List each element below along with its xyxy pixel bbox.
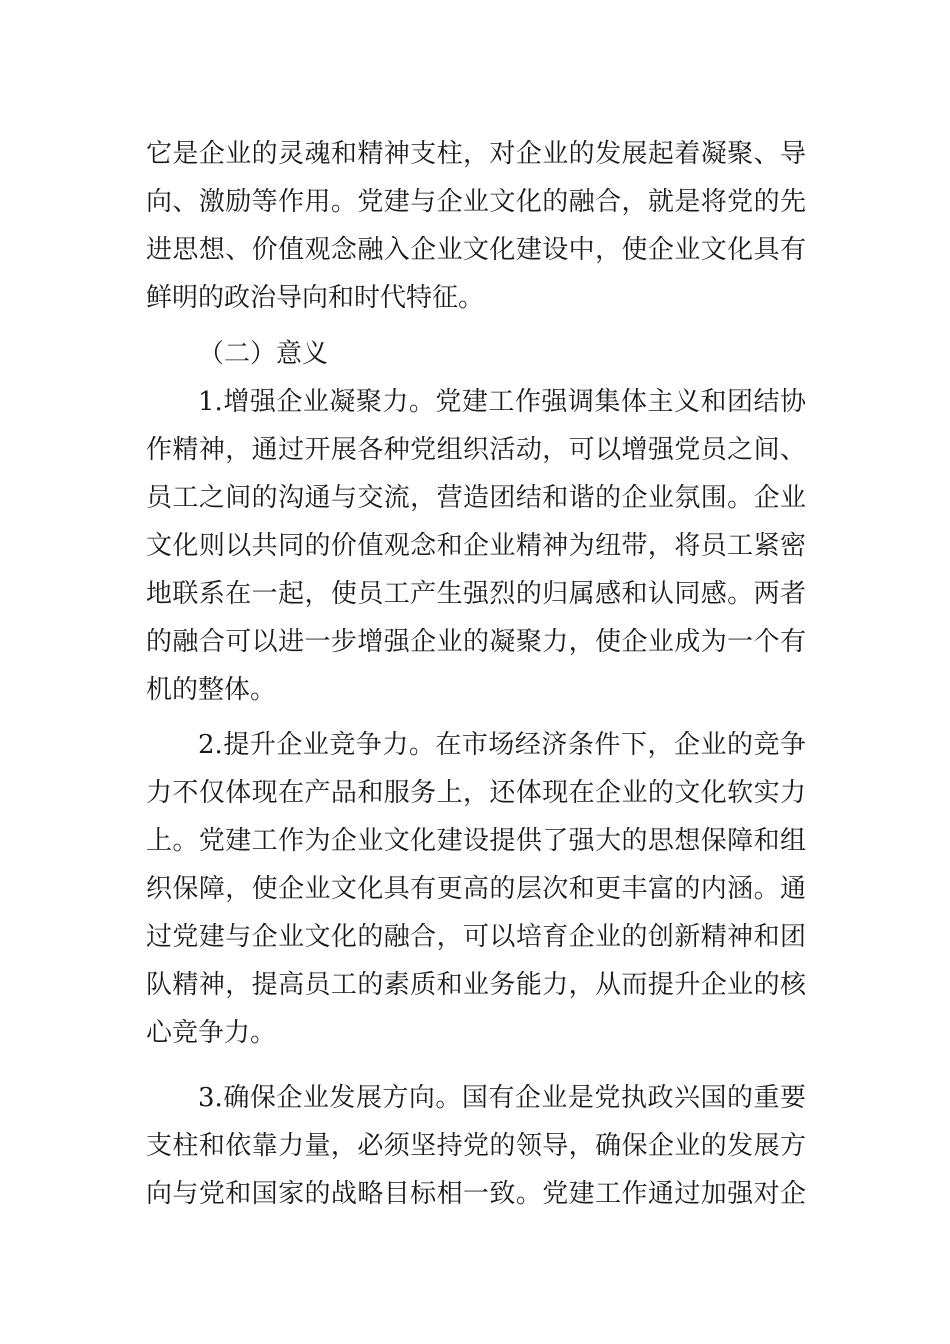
paragraph-line: 心竞争力。 — [146, 1018, 277, 1048]
intro-paragraph — [146, 130, 806, 322]
paragraph-line: 3.确保企业发展方向。国有企业是党执政兴国的重要 — [198, 1083, 806, 1113]
paragraph-line: 力不仅体现在产品和服务上，还体现在企业的文化软实力 — [146, 778, 806, 808]
paragraph-line: 2.提升企业竞争力。在市场经济条件下，企业的竞争 — [198, 730, 806, 760]
paragraph-line: 鲜明的政治导向和时代特征。 — [146, 283, 485, 313]
paragraph-line: 机的整体。 — [146, 675, 277, 705]
paragraph-line: 队精神，提高员工的素质和业务能力，从而提升企业的核 — [146, 970, 806, 1000]
paragraph-line: 支柱和依靠力量，必须坚持党的领导，确保企业的发展方 — [146, 1131, 806, 1161]
paragraph-line: 员工之间的沟通与交流，营造团结和谐的企业氛围。企业 — [146, 483, 806, 513]
paragraph-line: 进思想、价值观念融入企业文化建设中，使企业文化具有 — [146, 235, 806, 265]
point-3-paragraph — [146, 1074, 806, 1218]
section-heading: （二）意义 — [198, 339, 329, 369]
paragraph-line: 地联系在一起，使员工产生强烈的归属感和认同感。两者 — [146, 579, 806, 609]
paragraph-line: 它是企业的灵魂和精神支柱，对企业的发展起着凝聚、导 — [146, 139, 806, 169]
paragraph-line: 作精神，通过开展各种党组织活动，可以增强党员之间、 — [146, 435, 806, 465]
point-2-paragraph — [146, 721, 806, 1057]
paragraph-line: 的融合可以进一步增强企业的凝聚力，使企业成为一个有 — [146, 627, 806, 657]
paragraph-line: 织保障，使企业文化具有更高的层次和更丰富的内涵。通 — [146, 874, 806, 904]
paragraph-line: 过党建与企业文化的融合，可以培育企业的创新精神和团 — [146, 922, 806, 952]
point-1-paragraph — [146, 378, 806, 714]
paragraph-line: 1.增强企业凝聚力。党建工作强调集体主义和团结协 — [198, 387, 806, 417]
paragraph-line: 上。党建工作为企业文化建设提供了强大的思想保障和组 — [146, 826, 806, 856]
paragraph-line: 向、激励等作用。党建与企业文化的融合，就是将党的先 — [146, 187, 806, 217]
paragraph-line: 向与党和国家的战略目标相一致。党建工作通过加强对企 — [146, 1179, 806, 1209]
paragraph-line: 文化则以共同的价值观念和企业精神为纽带，将员工紧密 — [146, 531, 806, 561]
